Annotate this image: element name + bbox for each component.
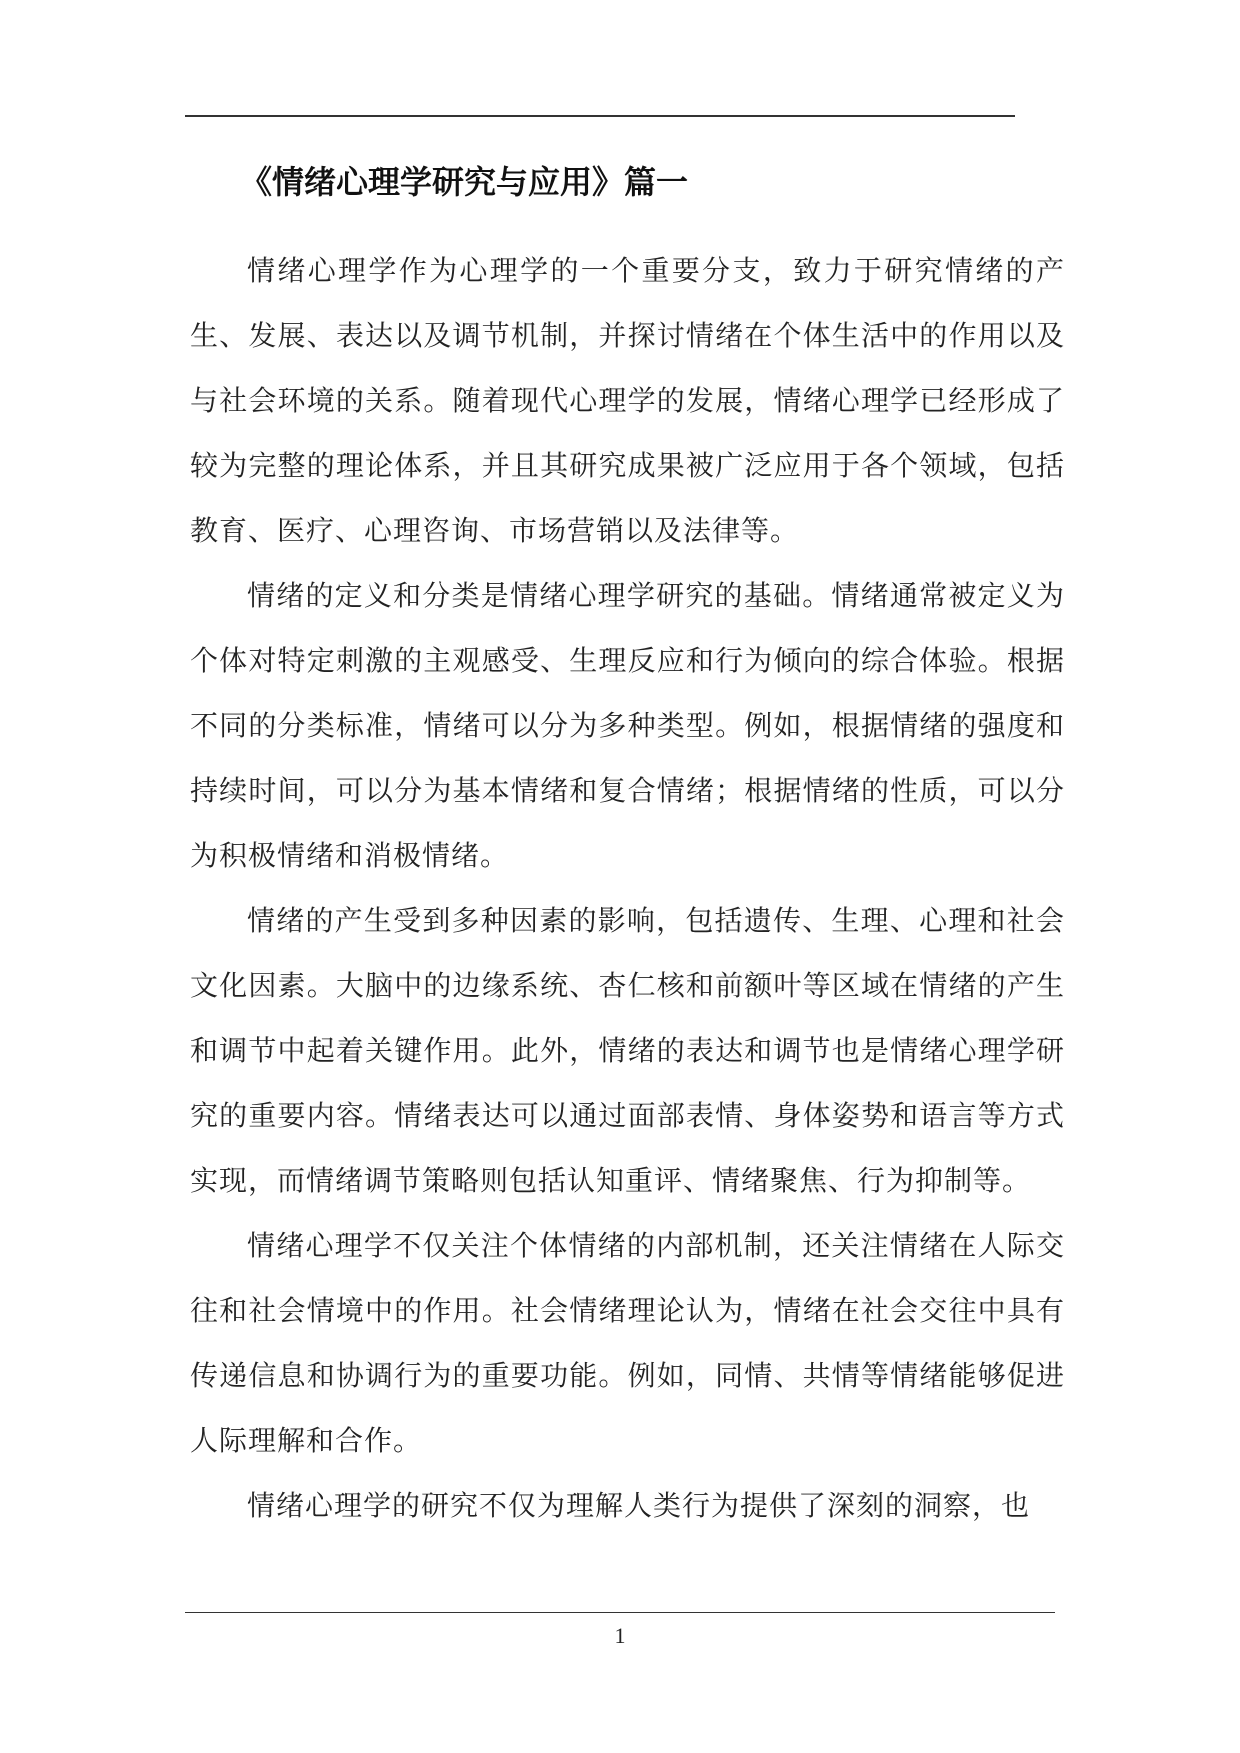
header-rule xyxy=(185,115,1015,117)
paragraph-5: 情绪心理学的研究不仅为理解人类行为提供了深刻的洞察，也 xyxy=(247,1489,1031,1522)
document-title: 《情绪心理学研究与应用》篇一 xyxy=(240,163,689,201)
paragraph-2: 情绪的定义和分类是情绪心理学研究的基础。情绪通常被定义为个体对特定刺激的主观感受、生理反应和行为倾向的综合体验。根据不同的分类标准，情绪可以分为多种类型。例如，根据情绪的强度和持续时间，可以分为基本情绪和复合情绪；根据情绪的性质，可以分为积极情绪和消极情绪。 xyxy=(190,579,1065,872)
paragraph-3: 情绪的产生受到多种因素的影响，包括遗传、生理、心理和社会文化因素。大脑中的边缘系统、杏仁核和前额叶等区域在情绪的产生和调节中起着关键作用。此外，情绪的表达和调节也是情绪心理学研究的重要内容。情绪表达可以通过面部表情、身体姿势和语言等方式实现，而情绪调节策略则包括认知重评、情绪聚焦、行为抑制等。 xyxy=(190,904,1065,1197)
footer-rule xyxy=(185,1612,1055,1613)
paragraph-1: 情绪心理学作为心理学的一个重要分支，致力于研究情绪的产生、发展、表达以及调节机制，并探讨情绪在个体生活中的作用以及与社会环境的关系。随着现代心理学的发展，情绪心理学已经形成了较为完整的理论体系，并且其研究成果被广泛应用于各个领域，包括教育、医疗、心理咨询、市场营销以及法律等。 xyxy=(190,254,1065,547)
document-body xyxy=(190,238,1065,1538)
page-number: 1 xyxy=(614,1623,626,1648)
paragraph-4: 情绪心理学不仅关注个体情绪的内部机制，还关注情绪在人际交往和社会情境中的作用。社会情绪理论认为，情绪在社会交往中具有传递信息和协调行为的重要功能。例如，同情、共情等情绪能够促进人际理解和合作。 xyxy=(190,1229,1065,1457)
